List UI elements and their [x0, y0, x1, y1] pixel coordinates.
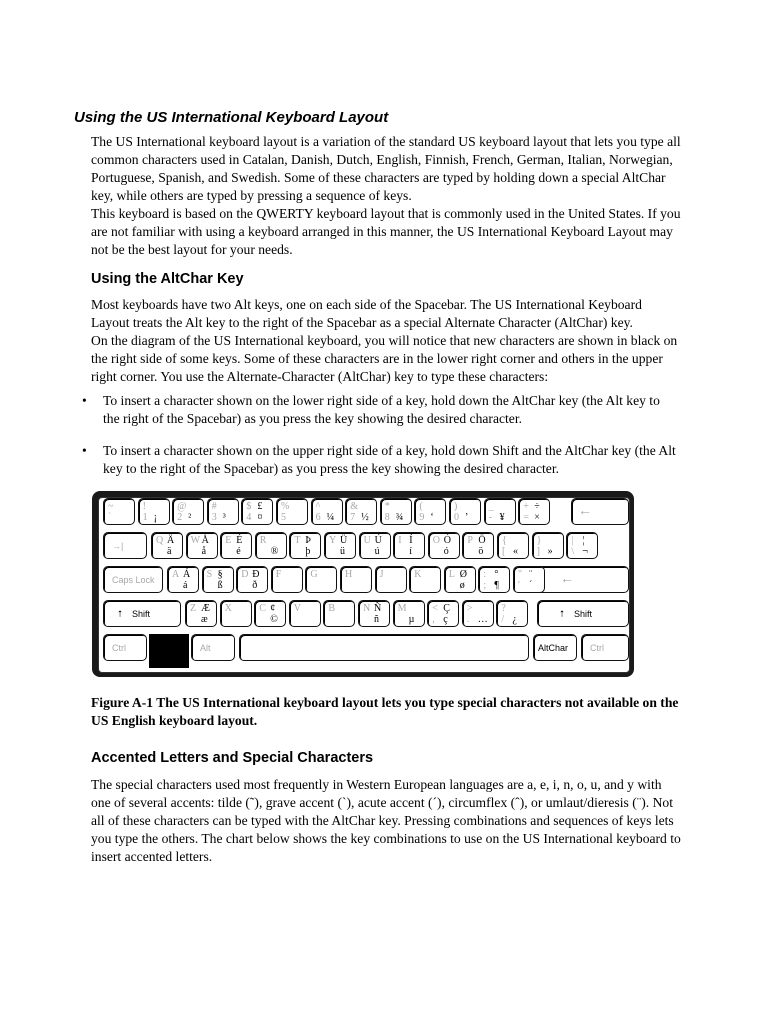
- key-char-tl: R: [259, 535, 267, 546]
- key-char-bl: 7: [350, 512, 356, 523]
- key-1-8: [428, 532, 460, 559]
- key-3-1: [220, 600, 252, 627]
- key-char-tr: Ó: [443, 535, 452, 546]
- key-char-tl: O: [432, 535, 441, 546]
- key-char-br: ¿: [512, 614, 517, 625]
- key-char-tr: Ü: [340, 535, 348, 546]
- key-char-tr: ¢: [270, 603, 276, 614]
- key-char-tl: ?: [501, 603, 506, 614]
- key-char-bl: `: [108, 512, 112, 523]
- key-char-br: ø: [459, 580, 465, 591]
- key-char-tr: Ä: [167, 535, 175, 546]
- key-char-tl: %: [281, 501, 290, 512]
- key-char-tl: Y: [329, 535, 337, 546]
- key-char-tl: X: [224, 603, 232, 614]
- key-char-br: ñ: [374, 614, 379, 625]
- key-char-tr: Æ: [201, 603, 210, 614]
- key-char-tl: I: [398, 535, 402, 546]
- shift-arrow-icon: ⭡: [118, 609, 123, 619]
- key-char-br: ¾: [395, 512, 404, 523]
- key-char-bl: .: [466, 614, 470, 625]
- key-char-br: ×: [534, 512, 540, 523]
- key-char-tl: }: [536, 535, 542, 546]
- key-char-tr: Ú: [374, 535, 382, 546]
- key-char-tl: {: [502, 535, 507, 546]
- key-3-3: [289, 600, 321, 627]
- left-ctrl-label: Ctrl: [112, 643, 126, 653]
- key-0-10: [449, 498, 481, 525]
- key-char-br: µ: [408, 614, 415, 625]
- key-char-tl: _: [488, 501, 494, 512]
- accented-heading: Accented Letters and Special Characters: [91, 750, 374, 766]
- key-char-br: á: [183, 580, 188, 591]
- key-char-tl: @: [177, 501, 187, 512]
- key-1-0: [151, 532, 183, 559]
- caps-lock-label: Caps Lock: [112, 575, 155, 585]
- key-char-tr: §: [217, 569, 223, 580]
- key-1-5: [324, 532, 356, 559]
- key-char-tl: P: [467, 535, 473, 546]
- key-1-6: [359, 532, 391, 559]
- enter-arrow-icon: ←: [560, 572, 574, 587]
- key-char-br: þ: [305, 546, 311, 557]
- key-0-12: [518, 498, 550, 525]
- key-char-br: ©: [270, 614, 278, 625]
- key-char-tl: N: [363, 603, 371, 614]
- key-char-tl: J: [379, 569, 384, 580]
- backspace-key: [571, 498, 629, 525]
- left-alt-key: [191, 634, 235, 661]
- key-char-tl: G: [310, 569, 318, 580]
- key-char-tl: D: [241, 569, 249, 580]
- key-char-tl: Z: [190, 603, 197, 614]
- key-char-br: é: [236, 546, 241, 557]
- key-char-tl: C: [259, 603, 266, 614]
- key-char-tl: ~: [108, 501, 114, 512]
- key-char-br: ó: [443, 546, 449, 557]
- key-char-br: »: [547, 546, 553, 557]
- key-char-tr: Ñ: [374, 603, 382, 614]
- intro-paragraph-1: The US International keyboard layout is a variation of the standard US keyboard layout that lets you type all common characters used in Catalan, Danish, Dutch, English, Finnish, French, German, Italian, Norwegian, Portuguese, Spanish, and Swedish. Some of these characters are typed by holding down a special AltChar key, while others are typed by pressing a sequence of keys.: [91, 134, 681, 203]
- key-char-tl: #: [211, 501, 217, 512]
- key-char-tl: K: [414, 569, 422, 580]
- key-char-br: ³: [222, 512, 226, 523]
- key-char-tr: £: [257, 501, 263, 512]
- key-char-bl: 8: [384, 512, 390, 523]
- key-char-bl: 5: [281, 512, 286, 523]
- key-char-br: ú: [374, 546, 380, 557]
- key-0-7: [345, 498, 377, 525]
- key-char-tl: T: [294, 535, 301, 546]
- altchar-label: AltChar: [538, 643, 569, 653]
- key-char-tl: S: [206, 569, 213, 580]
- key-0-8: [380, 498, 412, 525]
- key-char-bl: 6: [315, 512, 321, 523]
- key-char-tl: E: [225, 535, 232, 546]
- key-1-10: [497, 532, 529, 559]
- key-2-5: [340, 566, 372, 593]
- key-char-br: ‘: [430, 512, 434, 523]
- key-char-bl: 1: [142, 512, 148, 523]
- altchar-paragraph-2: On the diagram of the US International keyboard, you will notice that new characters are shown in black on the right side of some keys. Some of these characters are in the lower right corner and others in the upper right corner. You use the Alternate-Character (AltChar) key to type these characters:: [91, 333, 678, 384]
- key-3-7: [427, 600, 459, 627]
- key-char-tl: &: [350, 501, 358, 512]
- key-2-3: [271, 566, 303, 593]
- key-char-bl: ;: [483, 580, 487, 591]
- key-0-3: [207, 498, 239, 525]
- key-char-tl: U: [363, 535, 371, 546]
- key-char-br: ¡: [153, 512, 157, 523]
- key-1-2: [220, 532, 252, 559]
- page-heading: Using the US International Keyboard Layout: [74, 109, 389, 126]
- key-char-br: ¥: [499, 512, 505, 523]
- key-char-br: …: [477, 614, 488, 625]
- key-0-5: [276, 498, 308, 525]
- key-0-4: [241, 498, 273, 525]
- key-char-bl: ': [518, 580, 520, 591]
- shift-arrow-icon: ⭡: [560, 609, 565, 619]
- key-char-tl: ): [454, 501, 458, 512]
- key-char-tl: <: [432, 603, 438, 614]
- key-char-br: æ: [201, 614, 208, 625]
- tab-arrow-icon: →|: [112, 541, 124, 551]
- key-1-11: [532, 532, 564, 559]
- spacebar-key: [239, 634, 529, 661]
- left-ctrl-key: [103, 634, 147, 661]
- keyboard-frame: [98, 497, 630, 673]
- backspace-arrow-icon: ←: [578, 504, 592, 519]
- key-char-tl: ^: [315, 501, 321, 512]
- key-1-12: [566, 532, 598, 559]
- key-char-br: ð: [252, 580, 258, 591]
- key-char-tr: Á: [183, 569, 191, 580]
- key-char-tr: °: [494, 569, 499, 580]
- left-shift-key: [103, 600, 181, 627]
- bullet-text: To insert a character shown on the lower right side of a key, hold down the AltChar key (the Alt key to the right of the Spacebar) as you press the key showing the desired character.: [103, 393, 660, 426]
- key-char-tl: F: [275, 569, 282, 580]
- altchar-heading: Using the AltChar Key: [91, 271, 244, 287]
- intro-paragraph-2: This keyboard is based on the QWERTY keyboard layout that is commonly used in the United States. If you are not familiar with using a keyboard arranged in this manner, the US International Keyboard Layout may not be the best layout for your needs.: [91, 206, 681, 257]
- key-3-4: [323, 600, 355, 627]
- key-char-tr: Ø: [459, 569, 468, 580]
- key-char-tl: |: [571, 535, 574, 546]
- key-1-9: [462, 532, 494, 559]
- key-char-tl: W: [190, 535, 201, 546]
- key-char-tr: ¨: [529, 569, 533, 580]
- altchar-key: [533, 634, 577, 661]
- key-3-8: [462, 600, 494, 627]
- key-char-tl: B: [328, 603, 336, 614]
- key-1-1: [186, 532, 218, 559]
- key-char-bl: -: [488, 512, 492, 523]
- accented-paragraph: The special characters used most frequently in Western European languages are a, e, i, n, o, u, and y with one of several accents: tilde (˜), grave accent (`), acute accent (´), circumflex (ˆ), or umlaut/dieresis (¨). Not all of these characters can be typed with the AltChar key. Pressing combinations and sequences of keys lets you type the others. The chart below shows the key combinations to use on the US International keyboard to insert accented letters.: [91, 777, 681, 864]
- key-char-tl: Q: [156, 535, 164, 546]
- key-char-tr: Í: [409, 535, 413, 546]
- right-shift-key: [537, 600, 629, 627]
- key-char-tl: *: [384, 501, 390, 512]
- right-ctrl-key: [581, 634, 629, 661]
- intro-text: [91, 133, 681, 259]
- key-char-bl: 3: [211, 512, 217, 523]
- key-char-tr: Ç: [443, 603, 450, 614]
- key-char-tl: +: [523, 501, 529, 512]
- key-char-bl: 9: [419, 512, 425, 523]
- altchar-paragraph-1: Most keyboards have two Alt keys, one on each side of the Spacebar. The US International Keyboard Layout treats the Alt key to the right of the Spacebar as a special Alternate Character (AltChar) key.: [91, 297, 642, 330]
- key-char-br: å: [201, 546, 207, 557]
- key-char-br: ¤: [257, 512, 263, 523]
- key-2-0: [167, 566, 199, 593]
- key-char-tr: Ö: [478, 535, 486, 546]
- key-2-7: [409, 566, 441, 593]
- key-0-1: [138, 498, 170, 525]
- key-char-br: ½: [361, 512, 369, 523]
- key-2-1: [202, 566, 234, 593]
- keyboard-gap: [149, 634, 189, 668]
- right-ctrl-label: Ctrl: [590, 643, 604, 653]
- key-char-tl: L: [448, 569, 455, 580]
- key-char-br: «: [513, 546, 518, 557]
- key-0-6: [311, 498, 343, 525]
- key-char-tl: H: [345, 569, 353, 580]
- key-2-10: [513, 566, 545, 593]
- key-0-2: [172, 498, 204, 525]
- key-char-tr: ¦: [582, 535, 585, 546]
- key-0-0: [103, 498, 135, 525]
- key-3-0: [185, 600, 217, 627]
- key-char-tr: Þ: [305, 535, 311, 546]
- right-shift-label: Shift: [574, 609, 593, 619]
- key-char-bl: [: [502, 546, 506, 557]
- key-char-br: ö: [478, 546, 484, 557]
- bullet-dot: •: [82, 443, 87, 458]
- key-char-br: ß: [217, 580, 223, 591]
- key-char-tr: Å: [201, 535, 209, 546]
- key-char-bl: ]: [536, 546, 540, 557]
- key-char-tl: ": [518, 569, 523, 580]
- key-2-4: [305, 566, 337, 593]
- key-char-tl: M: [397, 603, 407, 614]
- key-char-tl: A: [172, 569, 180, 580]
- key-0-9: [414, 498, 446, 525]
- key-char-br: ¬: [582, 546, 588, 557]
- key-char-br: ç: [443, 614, 448, 625]
- key-3-2: [254, 600, 286, 627]
- key-char-br: ¼: [326, 512, 335, 523]
- key-char-br: ä: [167, 546, 172, 557]
- key-char-bl: 0: [454, 512, 459, 523]
- bullet-dot: •: [82, 393, 87, 408]
- left-shift-label: Shift: [132, 609, 151, 619]
- key-3-5: [358, 600, 390, 627]
- left-alt-label: Alt: [200, 643, 211, 653]
- caps-lock-key: [103, 566, 163, 593]
- key-char-br: í: [409, 546, 412, 557]
- key-2-8: [444, 566, 476, 593]
- key-char-tl: (: [419, 501, 423, 512]
- key-1-3: [255, 532, 287, 559]
- key-char-tr: É: [236, 535, 243, 546]
- key-char-tr: Ð: [252, 569, 260, 580]
- key-char-br: ®: [270, 546, 279, 557]
- key-char-tl: !: [142, 501, 146, 512]
- key-char-bl: 4: [246, 512, 252, 523]
- key-1-7: [393, 532, 425, 559]
- key-char-tr: ÷: [534, 501, 540, 512]
- key-char-bl: =: [523, 512, 529, 523]
- key-3-6: [393, 600, 425, 627]
- key-char-br: ’: [465, 512, 469, 523]
- keyboard-diagram: [92, 491, 634, 677]
- key-char-bl: ,: [432, 614, 435, 625]
- key-0-11: [484, 498, 516, 525]
- key-1-4: [289, 532, 321, 559]
- key-char-tl: :: [483, 569, 487, 580]
- key-2-9: [478, 566, 510, 593]
- altchar-text: [91, 296, 681, 386]
- key-char-br: ²: [188, 512, 192, 523]
- key-char-bl: 2: [177, 512, 183, 523]
- key-char-bl: /: [501, 614, 505, 625]
- key-char-br: ¶: [494, 580, 499, 591]
- key-char-bl: \: [571, 546, 574, 557]
- key-char-tl: $: [246, 501, 252, 512]
- tab-key: [103, 532, 147, 559]
- key-char-tl: V: [293, 603, 302, 614]
- figure-caption: Figure A-1 The US International keyboard layout lets you type special characters not available on the US English keyboard layout.: [91, 695, 679, 728]
- key-2-2: [236, 566, 268, 593]
- key-2-6: [375, 566, 407, 593]
- key-char-tl: >: [466, 603, 473, 614]
- key-char-br: ü: [340, 546, 345, 557]
- bullet-text: To insert a character shown on the upper right side of a key, hold down Shift and the AltChar key (the Alt key to the right of the Spacebar) as you press the key showing the desired character.: [103, 443, 676, 476]
- key-char-br: ´: [529, 580, 533, 591]
- key-3-9: [496, 600, 528, 627]
